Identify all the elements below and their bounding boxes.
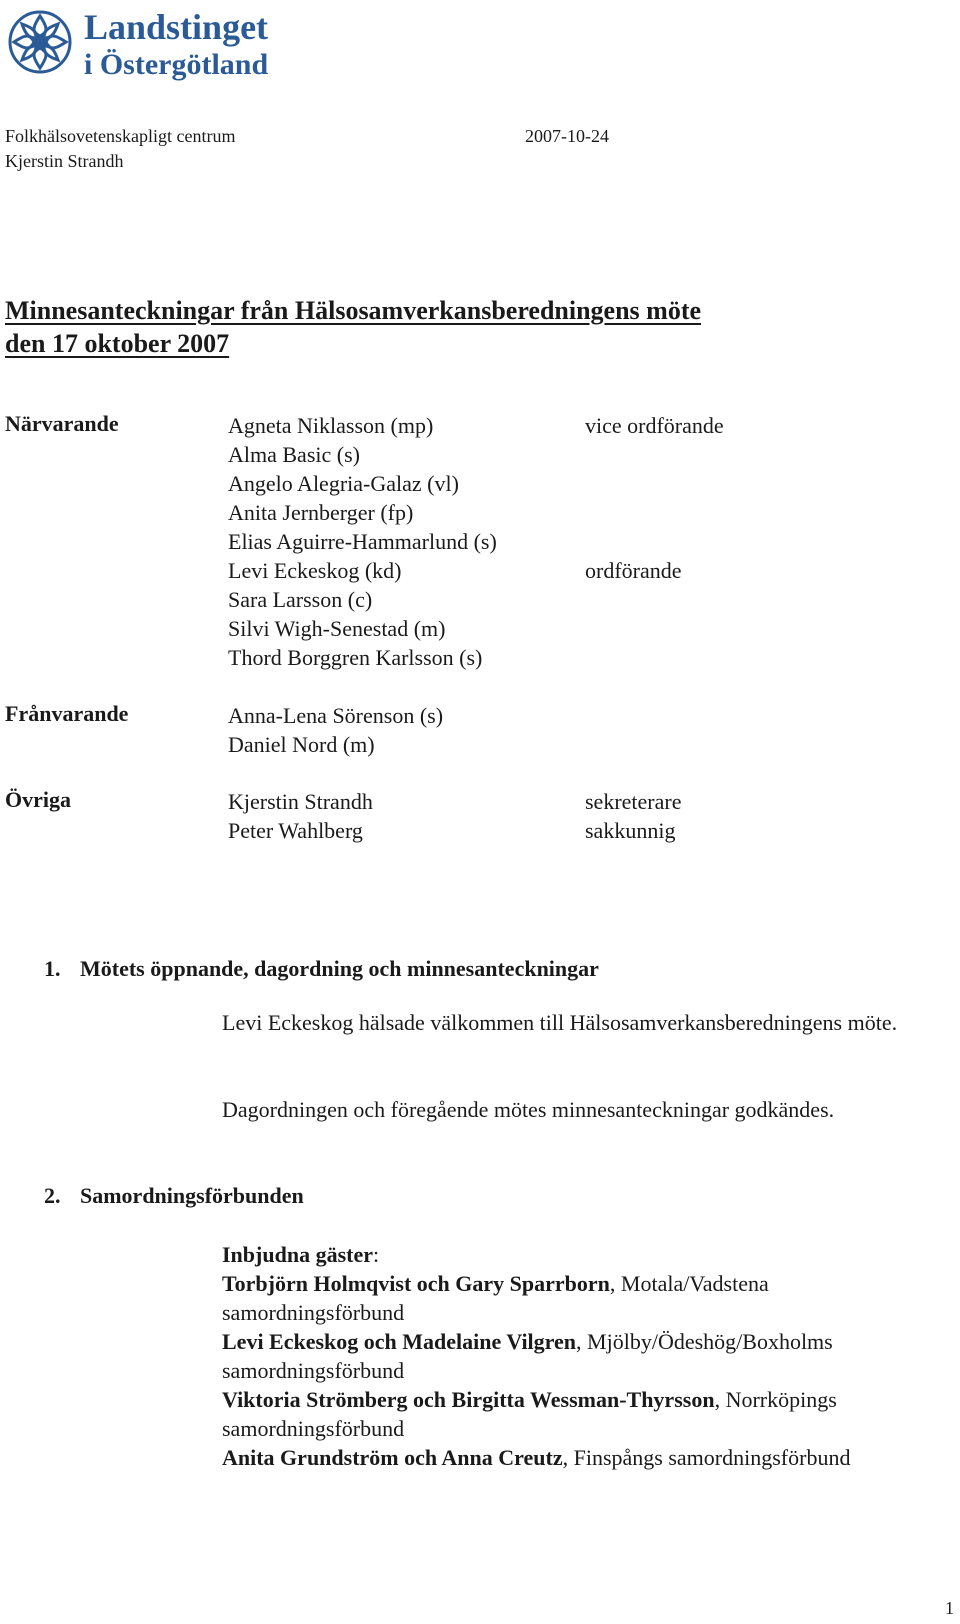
attendee: Thord Borggren Karlsson (s) bbox=[228, 645, 483, 670]
attendee: Elias Aguirre-Hammarlund (s) bbox=[228, 529, 497, 554]
other-attendee: Peter Wahlberg bbox=[228, 818, 363, 843]
guest-entry: Anita Grundström och Anna Creutz, Finspångs samordningsförbund bbox=[222, 1445, 851, 1470]
attendee: Agneta Niklasson (mp) bbox=[228, 413, 434, 438]
landstinget-logo bbox=[4, 4, 324, 84]
attendee: Silvi Wigh-Senestad (m) bbox=[228, 616, 446, 641]
author-name: Kjerstin Strandh bbox=[5, 151, 124, 171]
guest-org: Motala/Vadstena samordningsförbund bbox=[222, 1271, 769, 1325]
role-chair: ordförande bbox=[585, 558, 682, 583]
present-list bbox=[228, 411, 497, 672]
title-line2: den 17 oktober 2007 bbox=[5, 329, 230, 358]
logo-text-line1: Landstinget bbox=[84, 7, 269, 47]
logo-graphic bbox=[4, 4, 324, 84]
guest-entry: Viktoria Strömberg och Birgitta Wessman-Thyrsson, Norrköpings samordningsförbund bbox=[222, 1387, 837, 1441]
attendee: Angelo Alegria-Galaz (vl) bbox=[228, 471, 459, 496]
page-number: 1 bbox=[945, 1598, 954, 1618]
guest-entry: Levi Eckeskog och Madelaine Vilgren, Mjölby/Ödeshög/Boxholms samordningsförbund bbox=[222, 1329, 833, 1383]
attendee: Levi Eckeskog (kd) bbox=[228, 558, 402, 583]
guests-label: Inbjudna gäster bbox=[222, 1242, 373, 1267]
guest-names: Anita Grundström och Anna Creutz bbox=[222, 1445, 563, 1470]
guest-names: Torbjörn Holmqvist och Gary Sparrborn bbox=[222, 1271, 610, 1296]
present-label: Närvarande bbox=[5, 411, 119, 436]
absent-list bbox=[228, 701, 443, 759]
logo-text-line2: i Östergötland bbox=[84, 48, 269, 81]
guest-org: Norrköpings samordningsförbund bbox=[222, 1387, 837, 1441]
guest-names: Viktoria Strömberg och Birgitta Wessman-Thyrsson bbox=[222, 1387, 715, 1412]
flower-emblem-icon bbox=[10, 12, 70, 72]
role-secretary: sekreterare bbox=[585, 789, 682, 814]
absent-label: Frånvarande bbox=[5, 701, 129, 726]
absentee: Daniel Nord (m) bbox=[228, 732, 375, 757]
other-list bbox=[228, 787, 373, 845]
department-name: Folkhälsovetenskapligt centrum bbox=[5, 126, 236, 146]
section-1-paragraph-1: Levi Eckeskog hälsade välkommen till Hälsosamverkansberedningens möte. bbox=[222, 1010, 898, 1035]
guest-entry: Torbjörn Holmqvist och Gary Sparrborn, Motala/Vadstena samordningsförbund bbox=[222, 1271, 769, 1325]
attendee: Anita Jernberger (fp) bbox=[228, 500, 414, 525]
guest-org: Finspångs samordningsförbund bbox=[573, 1445, 851, 1470]
other-roles bbox=[585, 787, 681, 845]
absentee: Anna-Lena Sörenson (s) bbox=[228, 703, 444, 728]
guest-org: Mjölby/Ödeshög/Boxholms samordningsförbund bbox=[222, 1329, 833, 1383]
other-label: Övriga bbox=[5, 787, 71, 812]
guests-heading: Inbjudna gäster: bbox=[222, 1242, 380, 1267]
role-expert: sakkunnig bbox=[585, 818, 676, 843]
document-title bbox=[5, 294, 935, 360]
document-date: 2007-10-24 bbox=[525, 126, 609, 146]
section-1-number: 1. bbox=[44, 956, 61, 981]
attendee: Alma Basic (s) bbox=[228, 442, 360, 467]
section-2-title: Samordningsförbunden bbox=[80, 1183, 304, 1208]
invited-guests bbox=[222, 1240, 952, 1472]
title-line1: Minnesanteckningar från Hälsosamverkansberedningens möte bbox=[5, 296, 702, 325]
section-1-paragraph-2: Dagordningen och föregående mötes minnesanteckningar godkändes. bbox=[222, 1097, 835, 1122]
attendee: Sara Larsson (c) bbox=[228, 587, 373, 612]
section-2-number: 2. bbox=[44, 1183, 61, 1208]
role-vice-chair: vice ordförande bbox=[585, 413, 724, 438]
section-1-title: Mötets öppnande, dagordning och minnesanteckningar bbox=[80, 956, 599, 981]
guest-names: Levi Eckeskog och Madelaine Vilgren bbox=[222, 1329, 577, 1354]
other-attendee: Kjerstin Strandh bbox=[228, 789, 373, 814]
